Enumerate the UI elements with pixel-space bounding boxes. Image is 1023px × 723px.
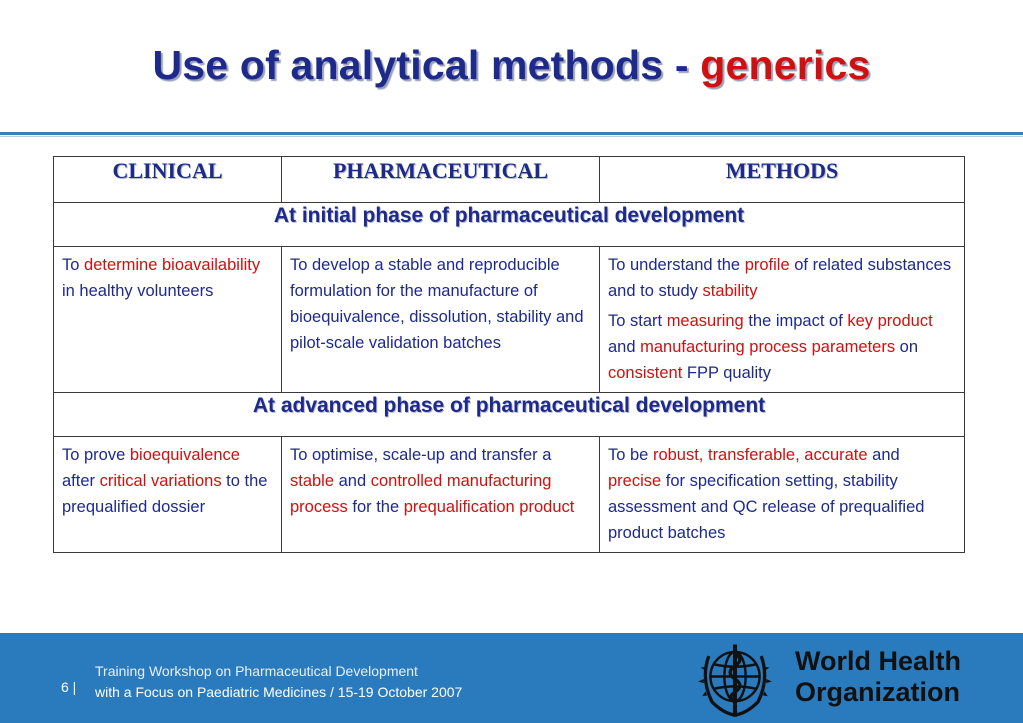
cell-initial-clinical (54, 247, 282, 393)
phase-advanced-label: At advanced phase of pharmaceutical development (54, 393, 965, 437)
title-divider (0, 132, 1023, 135)
cell-text: To be robust, transferable, accurate and precise for specification setting, stability assessment and QC release of prequalified product batches (608, 446, 925, 542)
phase-initial-label: At initial phase of pharmaceutical development (54, 203, 965, 247)
footer-line-2: with a Focus on Paediatric Medicines / 15-19 October 2007 (95, 684, 463, 700)
cell-text: To develop a stable and reproducible formulation for the manufacture of bioequivalence, dissolution, stability and pilot-scale validation batches (290, 256, 584, 352)
table-row (54, 437, 965, 553)
footer-line-1: Training Workshop on Pharmaceutical Development (95, 663, 418, 679)
phase-row-advanced (54, 393, 965, 437)
cell-text: To optimise, scale-up and transfer a stable and controlled manufacturing process for the prequalification product (290, 446, 575, 516)
cell-advanced-pharmaceutical (282, 437, 600, 553)
methods-table (53, 156, 965, 553)
phase-row-initial (54, 203, 965, 247)
cell-text: To start measuring the impact of key product and manufacturing process parameters on consistent FPP quality (608, 312, 933, 382)
page-number: 6 | (61, 679, 77, 695)
who-emblem-icon (694, 638, 776, 720)
cell-text: To prove bioequivalence after critical variations to the prequalified dossier (62, 446, 268, 516)
cell-text: To determine bioavailability in healthy volunteers (62, 256, 261, 300)
header-row (54, 157, 965, 203)
cell-advanced-methods (600, 437, 965, 553)
header-clinical: CLINICAL (54, 157, 282, 203)
cell-text: To understand the profile of related substances and to study stability (608, 256, 952, 300)
title-divider-shadow (0, 136, 1023, 137)
title-accent: generics (700, 42, 871, 88)
org-name-line-1: World Health (795, 646, 962, 676)
cell-initial-methods (600, 247, 965, 393)
slide-title (0, 42, 1023, 89)
cell-advanced-clinical (54, 437, 282, 553)
table-row (54, 247, 965, 393)
cell-initial-pharmaceutical (282, 247, 600, 393)
title-main: Use of analytical methods - (152, 42, 701, 88)
header-pharmaceutical: PHARMACEUTICAL (282, 157, 600, 203)
header-methods: METHODS (600, 157, 965, 203)
org-name-line-2: Organization (795, 677, 961, 707)
